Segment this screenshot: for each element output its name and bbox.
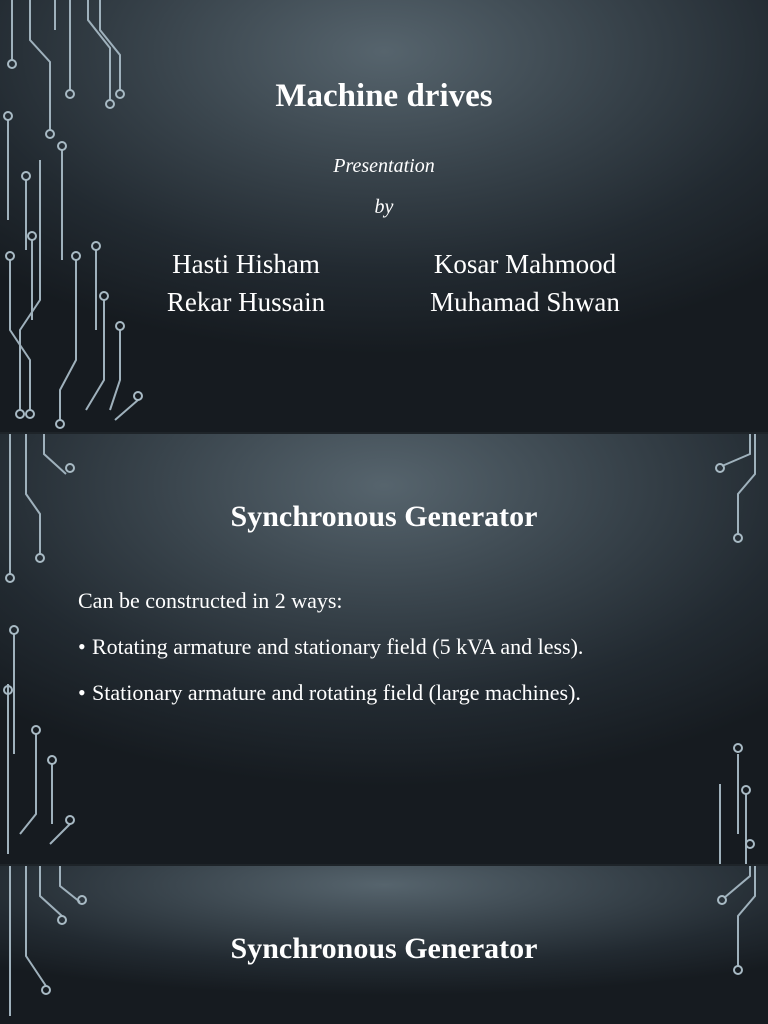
bullet-text: Stationary armature and rotating field (large machines). [92, 680, 581, 705]
bullet-text: Rotating armature and stationary field (5 kVA and less). [92, 634, 584, 659]
circuit-decoration-right [700, 434, 768, 864]
slide-body [78, 586, 583, 724]
slide-title: Synchronous Generator [230, 932, 538, 965]
circuit-decoration-left [0, 434, 90, 864]
author-name: Hasti Hisham [172, 249, 320, 279]
slide-title: Synchronous Generator [230, 500, 538, 533]
presentation-subtitle: Presentation [333, 155, 435, 177]
slide-synchronous-generator-2 [0, 866, 768, 1024]
author-name: Kosar Mahmood [433, 249, 617, 279]
bullet-icon: • [78, 680, 86, 705]
bullet-icon: • [78, 634, 86, 659]
author-name: Rekar Hussain [166, 287, 326, 317]
author-name: Muhamad Shwan [430, 287, 620, 317]
authors-right [410, 245, 640, 321]
intro-text: Can be constructed in 2 ways: [78, 588, 343, 613]
presentation-title: Machine drives [275, 78, 493, 114]
presentation-by: by [374, 196, 394, 218]
slide-title [0, 0, 768, 432]
slide-synchronous-generator [0, 434, 768, 864]
authors-left [146, 245, 346, 321]
list-item [78, 632, 583, 678]
list-item [78, 678, 583, 724]
